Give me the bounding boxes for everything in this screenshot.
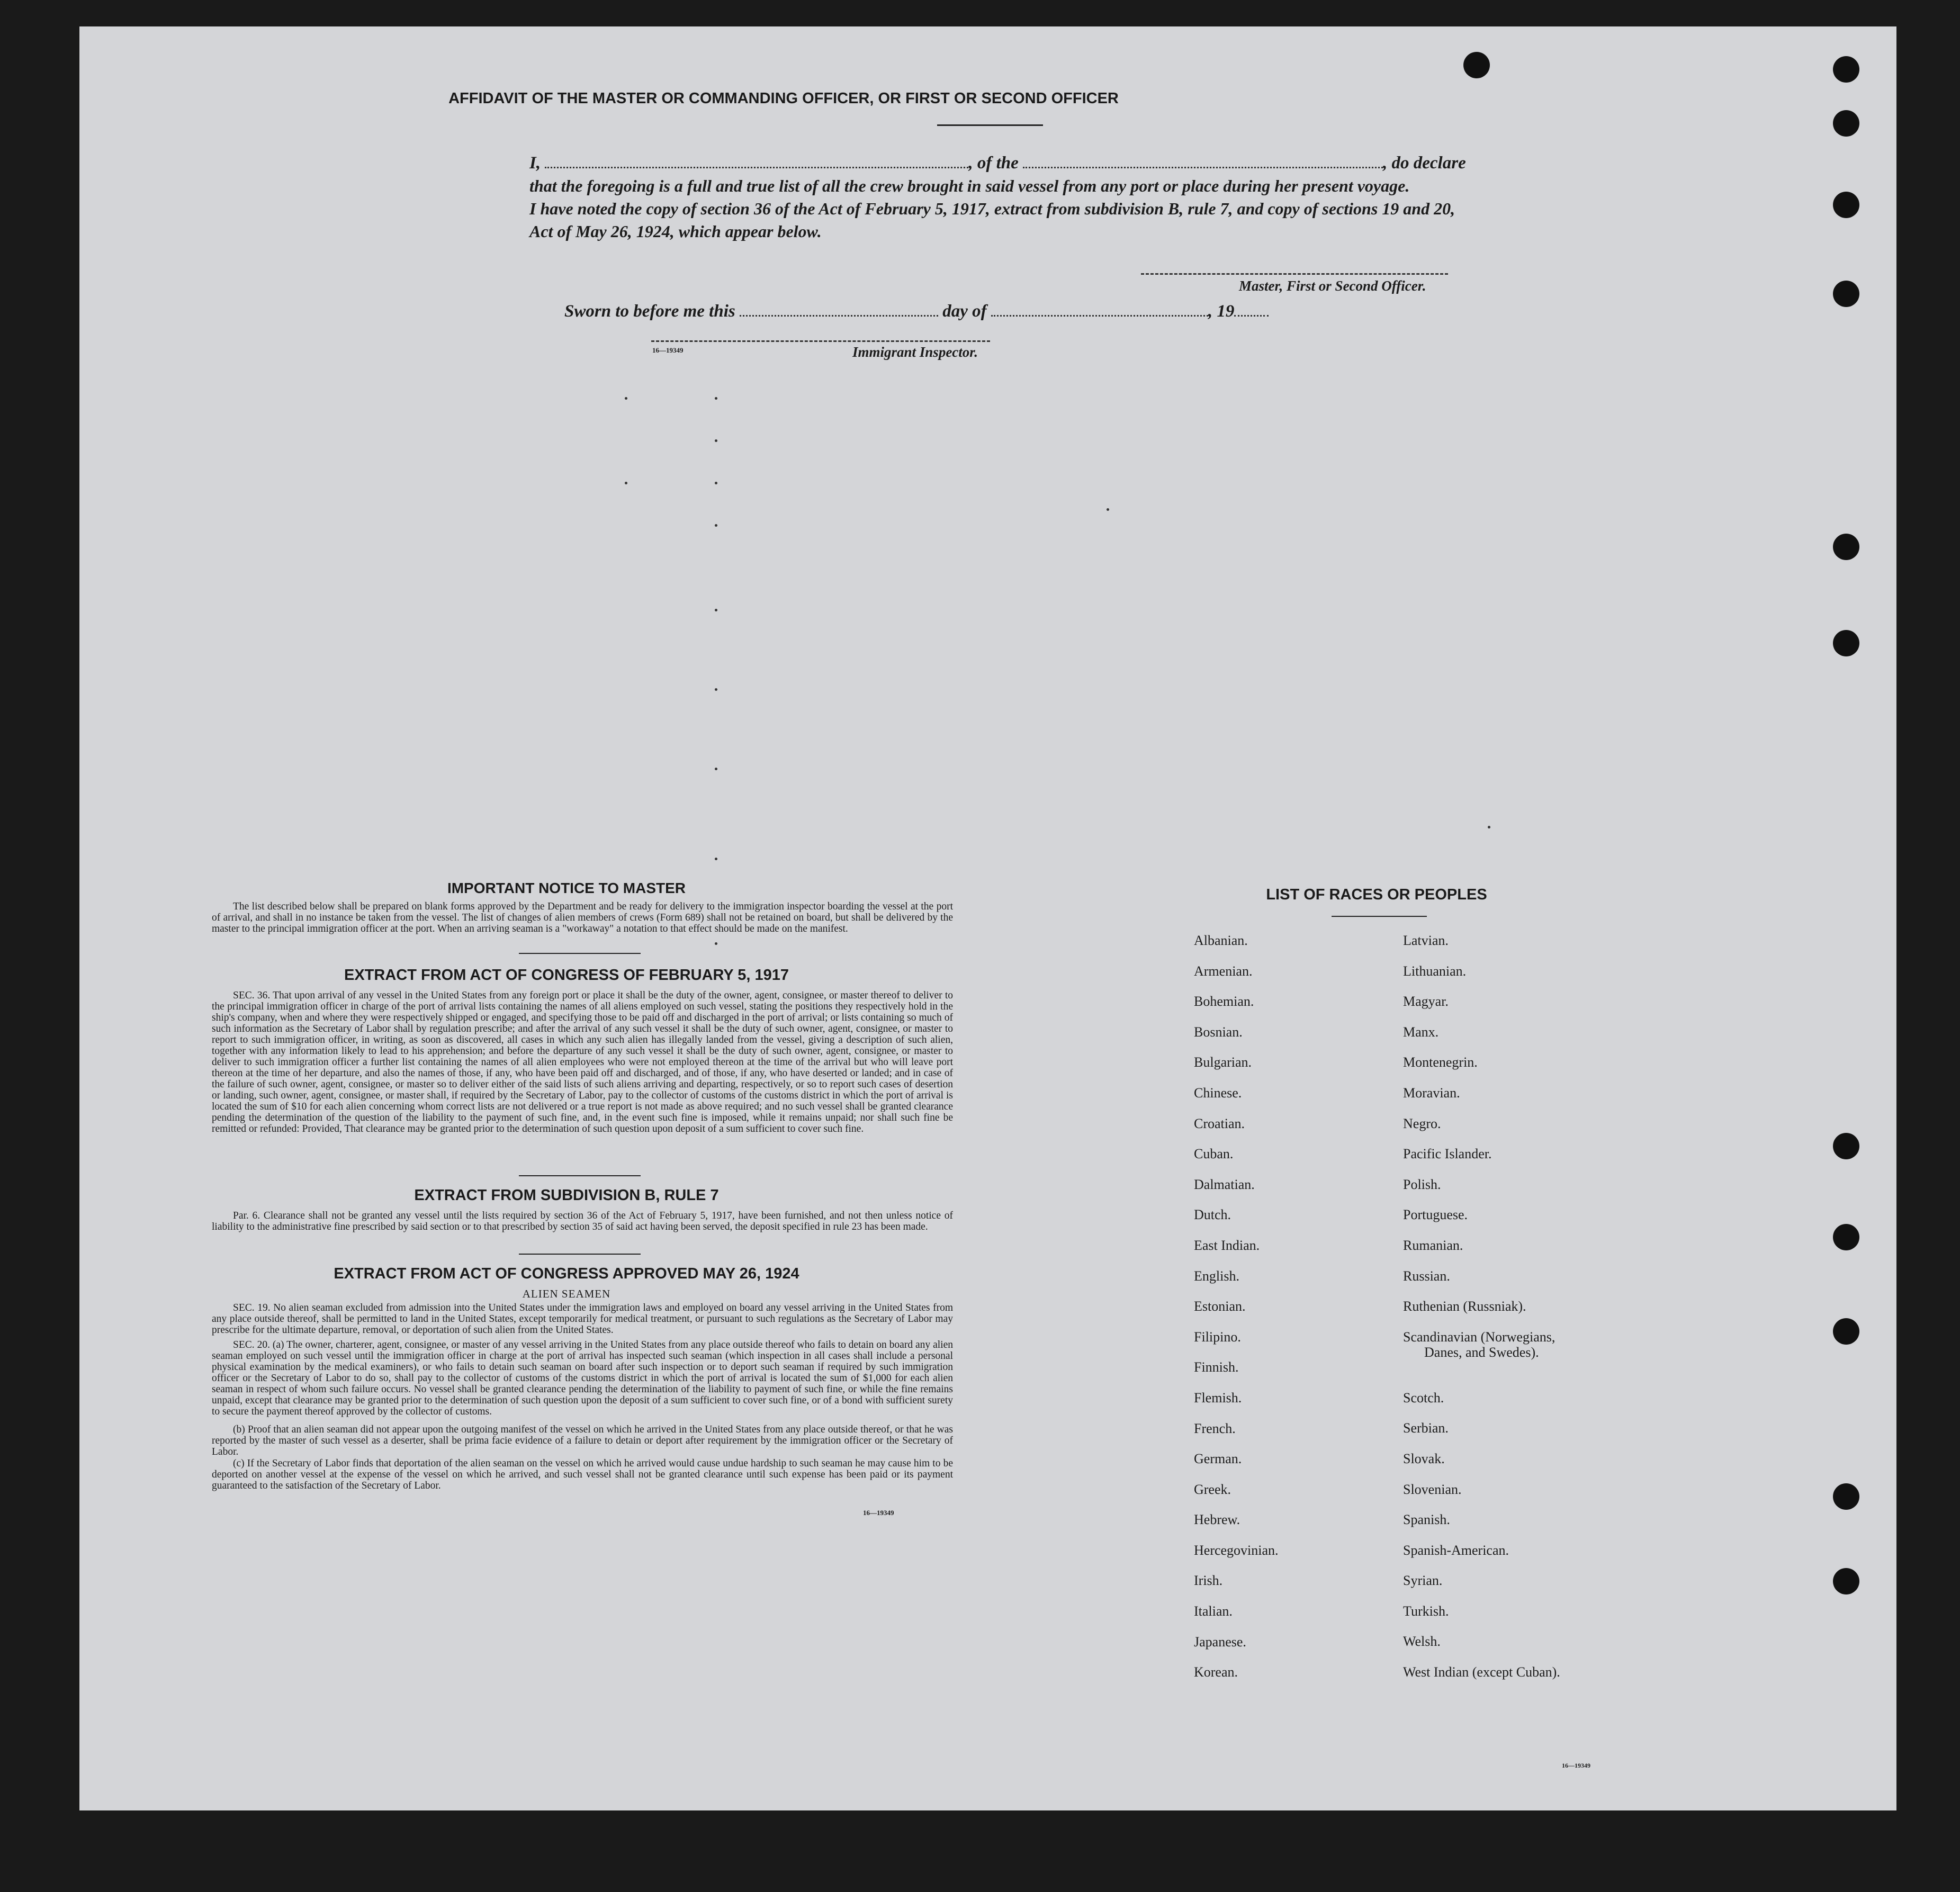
races-title: LIST OF RACES OR PEOPLES bbox=[1266, 886, 1487, 903]
race-item: Croatian. bbox=[1194, 1115, 1245, 1131]
section-rule bbox=[519, 1175, 641, 1176]
race-item: Irish. bbox=[1194, 1573, 1223, 1589]
race-item: Lithuanian. bbox=[1403, 963, 1467, 979]
races-form-number: 16—19349 bbox=[1562, 1762, 1590, 1769]
race-item: Scotch. bbox=[1403, 1390, 1444, 1406]
notice-title: IMPORTANT NOTICE TO MASTER bbox=[447, 880, 686, 896]
master-signature-label: Master, First or Second Officer. bbox=[1239, 278, 1426, 294]
affidavit-line1 bbox=[529, 154, 1482, 173]
races-column-1 bbox=[1194, 933, 1279, 1695]
race-item: Bohemian. bbox=[1194, 994, 1254, 1010]
race-item: Hebrew. bbox=[1194, 1512, 1240, 1528]
race-item: Turkish. bbox=[1403, 1603, 1449, 1619]
race-item: Bulgarian. bbox=[1194, 1055, 1252, 1070]
race-item: Greek. bbox=[1194, 1481, 1231, 1497]
rule7-title: EXTRACT FROM SUBDIVISION B, RULE 7 bbox=[414, 1187, 719, 1204]
vessel-field[interactable] bbox=[1023, 167, 1383, 168]
race-item: Danes, and Swedes). bbox=[1424, 1344, 1539, 1360]
day-of-label: day of bbox=[942, 302, 987, 321]
race-item: Armenian. bbox=[1194, 963, 1253, 979]
punch-hole bbox=[1833, 1133, 1859, 1159]
race-item: Syrian. bbox=[1403, 1573, 1443, 1589]
extract-form-number: 16—19349 bbox=[863, 1509, 894, 1517]
race-item: Bosnian. bbox=[1194, 1024, 1243, 1040]
race-item: Albanian. bbox=[1194, 933, 1248, 948]
inspector-label: Immigrant Inspector. bbox=[852, 344, 978, 360]
race-item: Finnish. bbox=[1194, 1359, 1239, 1375]
rule7-body: Par. 6. Clearance shall not be granted any vessel until the lists required by section 36 of the Act of February 5, 1917, have been furnished, and not then unless notice of liability to the administrative fine prescribed by said section or to that prescribed by section 35 of said act having been served, the deposit specified in rule 23 has been made. bbox=[212, 1210, 953, 1232]
race-item: Italian. bbox=[1194, 1603, 1233, 1619]
race-item: Dalmatian. bbox=[1194, 1176, 1255, 1192]
race-item: Korean. bbox=[1194, 1664, 1238, 1680]
affidavit-line3: I have noted the copy of section 36 of the Act of February 5, 1917, extract from subdivision B, rule 7, and copy of sections 19 and 20, bbox=[529, 199, 1455, 218]
year-prefix: , 19 bbox=[1208, 302, 1235, 321]
affidavit-of-the: , of the bbox=[968, 154, 1019, 173]
punch-hole bbox=[1833, 1224, 1859, 1250]
race-item: East Indian. bbox=[1194, 1237, 1260, 1253]
race-item: German. bbox=[1194, 1451, 1242, 1467]
master-signature-line[interactable] bbox=[1141, 273, 1448, 275]
races-column-2 bbox=[1403, 933, 1560, 1695]
punch-hole bbox=[1833, 110, 1859, 137]
notice-body: The list described below shall be prepared on blank forms approved by the Department and be ready for delivery to the immigration inspector boarding the vessel at the port of arrival, and shall in no instance be taken from the vessel. The list of changes of alien members of crews (Form 689) shall not be retained on board, but shall be delivered by the master to the principal immigration officer at the port. When an arriving seaman is a "workaway" a notation to that effect should be made on the manifest. bbox=[212, 901, 953, 934]
races-title-rule bbox=[1332, 916, 1427, 917]
punch-hole bbox=[1833, 1568, 1859, 1594]
punch-hole bbox=[1833, 281, 1859, 307]
race-item: Japanese. bbox=[1194, 1634, 1246, 1650]
race-item: Spanish-American. bbox=[1403, 1542, 1509, 1558]
sworn-label: Sworn to before me this bbox=[564, 302, 735, 321]
race-item: Rumanian. bbox=[1403, 1237, 1463, 1253]
punch-hole bbox=[1463, 52, 1490, 78]
race-item: Estonian. bbox=[1194, 1299, 1246, 1314]
race-item: Slovenian. bbox=[1403, 1481, 1462, 1497]
sworn-line bbox=[564, 302, 1306, 321]
race-item: Negro. bbox=[1403, 1115, 1441, 1131]
race-item: Serbian. bbox=[1403, 1420, 1449, 1436]
punch-hole bbox=[1833, 534, 1859, 560]
title-rule bbox=[937, 124, 1043, 126]
punch-hole bbox=[1833, 630, 1859, 656]
race-item: Cuban. bbox=[1194, 1146, 1234, 1162]
race-item: Russian. bbox=[1403, 1268, 1450, 1284]
race-item: Moravian. bbox=[1403, 1085, 1460, 1101]
race-item: Magyar. bbox=[1403, 994, 1449, 1010]
name-field[interactable] bbox=[545, 167, 968, 168]
race-item: Manx. bbox=[1403, 1024, 1439, 1040]
affidavit-form-number: 16—19349 bbox=[652, 346, 684, 354]
inspector-signature-line[interactable] bbox=[651, 340, 990, 342]
extract-1924-title: EXTRACT FROM ACT OF CONGRESS APPROVED MAY 26, 1924 bbox=[334, 1265, 799, 1282]
extract-1917-body: SEC. 36. That upon arrival of any vessel in the United States from any foreign port or place it shall be the duty of the owner, agent, consignee, or master thereof to deliver to the principal immigration officer in charge of the port of arrival lists containing the names of all aliens employed on such vessel, stating the positions they respectively hold in the ship's company, when and where they were respectively shipped or engaged, and specifying those to be paid off and discharged in the port of arrival; or lists containing so much of such information as the Secretary of Labor shall by regulation prescribe; and after the arrival of any such vessel it shall be the duty of such owner, agent, consignee, or master to report to such immigration officer, in writing, as soon as discovered, all cases in which any such alien has illegally landed from the vessel, giving a description of such alien, together with any information likely to lead to his apprehension; and before the departure of any such vessel it shall be the duty of such owner, agent, consignee, or master to deliver to such immigration officer a further list containing the names of all alien employees who were not employed thereon at the time of the arrival but who will leave port thereon at the time of her departure, and also the names of those, if any, who have been paid off and discharged, and of those, if any, who have deserted or landed; and in case of the failure of such owner, agent, consignee, or master so to deliver either of the said lists of such aliens arriving and departing, respectively, or so to report such cases of desertion or landing, such owner, agent, consignee, or master shall, if required by the Secretary of Labor, pay to the collector of customs of the customs district in which the port of arrival is located the sum of $10 for each alien concerning whom correct lists are not delivered or a true report is not made as above required; and no such vessel shall be granted clearance pending the determination of the question of the liability to the payment of such fine, and, in the event such fine is imposed, while it remains unpaid; nor shall such fine be remitted or refunded: Provided, That clearance may be granted prior to the determination of such question upon deposit of a sum sufficient to cover such fine. bbox=[212, 990, 953, 1134]
race-item: Slovak. bbox=[1403, 1450, 1445, 1466]
section-rule bbox=[519, 1254, 641, 1255]
sworn-year-field[interactable] bbox=[1234, 315, 1269, 317]
race-item: Dutch. bbox=[1194, 1207, 1231, 1223]
race-item: Latvian. bbox=[1403, 933, 1449, 948]
race-item: Polish. bbox=[1403, 1176, 1441, 1192]
race-item: Pacific Islander. bbox=[1403, 1146, 1492, 1162]
race-item: Flemish. bbox=[1194, 1390, 1242, 1406]
race-item: Welsh. bbox=[1403, 1634, 1441, 1650]
punch-hole bbox=[1833, 1483, 1859, 1510]
race-item: Hercegovinian. bbox=[1194, 1542, 1279, 1558]
race-item: Filipino. bbox=[1194, 1329, 1241, 1345]
affidavit-i: I, bbox=[529, 154, 541, 173]
affidavit-line2: that the foregoing is a full and true list of all the crew brought in said vessel from any port or place during her present voyage. bbox=[529, 176, 1410, 195]
sec20c-body: (c) If the Secretary of Labor finds that deportation of the alien seaman on the vessel on which he arrived would cause undue hardship to such seaman he may cause him to be deported on another vessel at the expense of the vessel on which he arrived, and such vessel shall not be granted clearance until such expense has been paid or its payment guaranteed to the satisfaction of the Secretary of Labor. bbox=[212, 1458, 953, 1491]
race-item: Ruthenian (Russniak). bbox=[1403, 1299, 1526, 1314]
race-item: English. bbox=[1194, 1268, 1239, 1284]
race-item: Chinese. bbox=[1194, 1085, 1242, 1101]
section-rule bbox=[519, 953, 641, 954]
punch-hole bbox=[1833, 56, 1859, 83]
sworn-date-field[interactable] bbox=[740, 315, 938, 317]
affidavit-declare: , do declare bbox=[1383, 154, 1466, 173]
race-item: French. bbox=[1194, 1420, 1236, 1436]
race-item: Spanish. bbox=[1403, 1512, 1450, 1528]
sec19-body: SEC. 19. No alien seaman excluded from admission into the United States under the immigration laws and employed on board any vessel arriving in the United States from any place outside thereof, shall be permitted to land in the United States, except temporarily for medical treatment, or pursuant to such regulations as the Secretary of Labor may prescribe for the ultimate departure, removal, or deportation of such alien from the United States. bbox=[212, 1302, 953, 1336]
affidavit-line4: Act of May 26, 1924, which appear below. bbox=[529, 222, 822, 241]
sec20a-body: SEC. 20. (a) The owner, charterer, agent, consignee, or master of any vessel arriving in the United States from any place outside thereof who fails to detain on board any alien seaman employed on such vessel until the immigration officer in charge at the port of arrival has inspected such seaman (which inspection in all cases shall include a personal physical examination by the medical examiners), or who fails to detain such seaman on board after such inspection or to deport such seaman if required by such immigration officer or the Secretary of Labor to do so, shall pay to the collector of customs of the customs district in which the port of arrival is located the sum of $1,000 for each alien seaman in respect of whom such failure occurs. No vessel shall be granted clearance pending the determination of the liability to payment of such fine, or while the fine remains unpaid, except that clearance may be granted prior to the determination of such question upon the deposit of a sum sufficient to cover such fine, or of a bond with sufficient surety to secure the payment thereof approved by the collector of customs. bbox=[212, 1339, 953, 1417]
punch-hole bbox=[1833, 1318, 1859, 1345]
sworn-month-field[interactable] bbox=[991, 315, 1208, 317]
affidavit-title: AFFIDAVIT OF THE MASTER OR COMMANDING OFFICER, OR FIRST OR SECOND OFFICER bbox=[448, 90, 1119, 107]
alien-seamen-subtitle: ALIEN SEAMEN bbox=[522, 1287, 611, 1300]
document-page bbox=[79, 26, 1896, 1810]
punch-hole bbox=[1833, 192, 1859, 218]
race-item: Portuguese. bbox=[1403, 1207, 1468, 1223]
extract-1917-title: EXTRACT FROM ACT OF CONGRESS OF FEBRUARY 5, 1917 bbox=[344, 967, 789, 984]
race-item: Montenegrin. bbox=[1403, 1055, 1478, 1070]
race-item: West Indian (except Cuban). bbox=[1403, 1664, 1560, 1680]
race-item: Scandinavian (Norwegians, bbox=[1403, 1329, 1556, 1345]
sec20b-body: (b) Proof that an alien seaman did not appear upon the outgoing manifest of the vessel on which he arrived in the United States from any place outside thereof, or that he was reported by the master of such vessel as a deserter, shall be prima facie evidence of a failure to detain or deport after requirement by the immigration officer or the Secretary of Labor. bbox=[212, 1424, 953, 1457]
